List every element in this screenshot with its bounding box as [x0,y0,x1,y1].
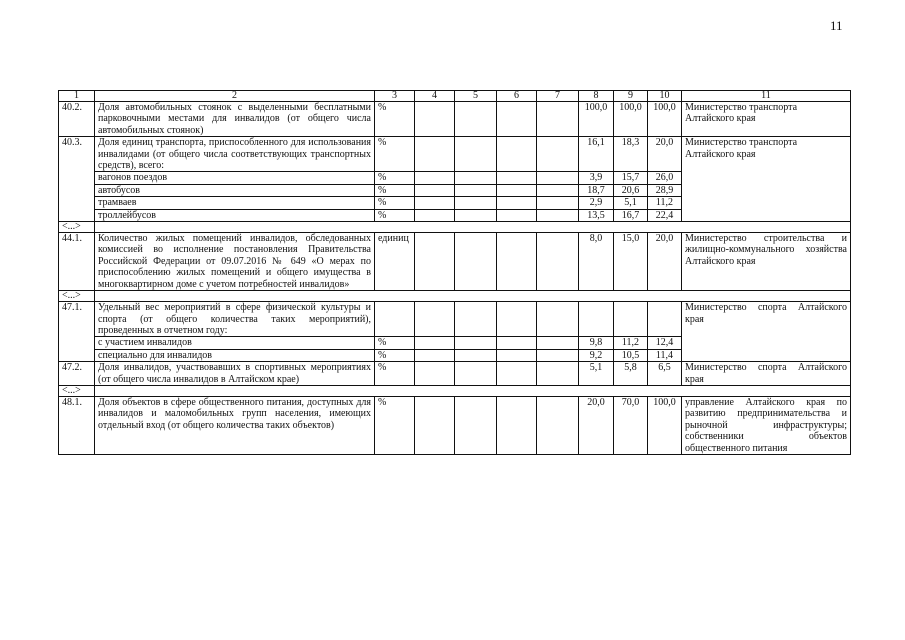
table-row [59,302,851,337]
row-number: 48.1. [59,396,95,454]
column-header: 1 [59,91,95,102]
value-col10: 26,0 [648,172,682,184]
value-col8: 100,0 [579,102,614,137]
value-col8: 9,8 [579,337,614,349]
unit: единиц [375,233,415,291]
unit: % [375,197,415,209]
column-header: 2 [95,91,375,102]
sub-indicator: трамваев [95,197,375,209]
value-col10: 20,0 [648,137,682,172]
column-header: 4 [415,91,455,102]
value-col9: 10,5 [614,349,648,361]
indicator-text: Доля автомобильных стоянок с выделенными бесплатными парковочными местами для инвалидов (от общего числа автомобильных стоянок) [95,102,375,137]
row-number: 47.2. [59,362,95,386]
responsible: Министерство транспорта Алтайского края [682,137,851,222]
row-number: 40.3. [59,137,95,222]
value-col9: 15,7 [614,172,648,184]
column-header: 7 [537,91,579,102]
column-header: 9 [614,91,648,102]
gap-row [59,222,851,233]
column-header: 8 [579,91,614,102]
value-col10: 28,9 [648,184,682,196]
column-header: 6 [497,91,537,102]
value-col9: 18,3 [614,137,648,172]
value-col10: 100,0 [648,102,682,137]
row-number: 44.1. [59,233,95,291]
table-row [59,396,851,454]
unit: % [375,184,415,196]
indicator-text: Доля объектов в сфере общественного питания, доступных для инвалидов и маломобильных групп населения, имеющих отдельный вход (от общего количества таких объектов) [95,396,375,454]
indicator-text: Доля инвалидов, участвовавших в спортивных мероприятиях (от общего числа инвалидов в Алтайском крае) [95,362,375,386]
responsible: Министерство строительства и жилищно-коммунального хозяйства Алтайского края [682,233,851,291]
value-col9: 16,7 [614,209,648,221]
value-col8: 9,2 [579,349,614,361]
value-col10: 11,2 [648,197,682,209]
value-col9: 15,0 [614,233,648,291]
value-col9: 11,2 [614,337,648,349]
unit: % [375,137,415,172]
sub-indicator: троллейбусов [95,209,375,221]
value-col8: 16,1 [579,137,614,172]
value-col9: 100,0 [614,102,648,137]
value-col10: 22,4 [648,209,682,221]
column-header: 5 [455,91,497,102]
value-col10: 100,0 [648,396,682,454]
responsible: Министерство транспорта Алтайского края [682,102,851,137]
gap-marker: <...> [59,222,95,233]
value-col8: 13,5 [579,209,614,221]
unit: % [375,396,415,454]
sub-indicator: автобусов [95,184,375,196]
table-row [59,233,851,291]
unit: % [375,172,415,184]
indicator-text: Удельный вес мероприятий в сфере физической культуры и спорта (от общего количества таких мероприятий), проведенных в отчетном году: [95,302,375,337]
value-col10: 12,4 [648,337,682,349]
value-col8: 18,7 [579,184,614,196]
gap-marker: <...> [59,291,95,302]
value-col8: 3,9 [579,172,614,184]
page-number: 11 [830,18,843,33]
unit: % [375,349,415,361]
unit: % [375,209,415,221]
gap-row [59,385,851,396]
value-col9: 70,0 [614,396,648,454]
value-col8: 2,9 [579,197,614,209]
column-header: 11 [682,91,851,102]
unit: % [375,362,415,386]
value-col8: 5,1 [579,362,614,386]
sub-indicator: с участием инвалидов [95,337,375,349]
table-row [59,362,851,386]
column-header: 3 [375,91,415,102]
unit: % [375,102,415,137]
value-col9: 5,8 [614,362,648,386]
gap-row [59,291,851,302]
value-col8: 8,0 [579,233,614,291]
responsible: Министерство спорта Алтайского края [682,302,851,362]
indicators-table [58,90,851,455]
row-number: 47.1. [59,302,95,362]
value-col10: 6,5 [648,362,682,386]
sub-indicator: специально для инвалидов [95,349,375,361]
responsible: Министерство спорта Алтайского края [682,362,851,386]
value-col9: 5,1 [614,197,648,209]
unit: % [375,337,415,349]
indicator-text: Количество жилых помещений инвалидов, обследованных комиссией во исполнение постановления Правительства Российской Федерации от 09.07.2016 № 649 «О мерах по приспособлению жилых помещений и общего имущества в многоквартирном доме с учетом потребностей инвалидов» [95,233,375,291]
responsible: управление Алтайского края по развитию предпринимательства и рыночной инфраструктуры; собственники объектов общественного питания [682,396,851,454]
value-col10: 20,0 [648,233,682,291]
value-col10: 11,4 [648,349,682,361]
table-row [59,102,851,137]
value-col9: 20,6 [614,184,648,196]
header-row [59,91,851,102]
value-col8: 20,0 [579,396,614,454]
row-number: 40.2. [59,102,95,137]
gap-marker: <...> [59,385,95,396]
sub-indicator: вагонов поездов [95,172,375,184]
column-header: 10 [648,91,682,102]
table-row [59,137,851,172]
indicator-text: Доля единиц транспорта, приспособленного для использования инвалидами (от общего числа соответствующих транспортных средств), всего: [95,137,375,172]
